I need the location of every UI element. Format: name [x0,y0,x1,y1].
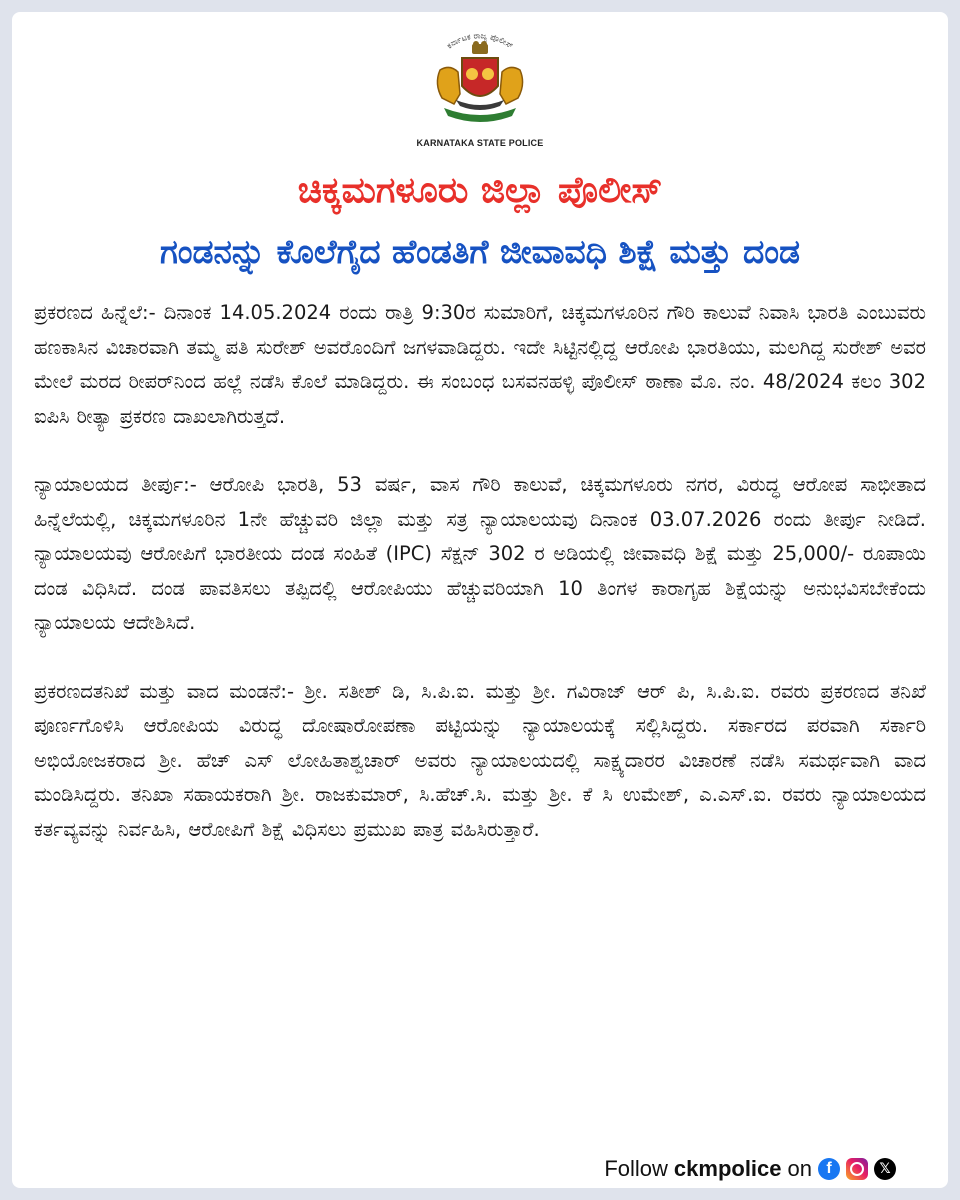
emblem-icon [420,24,540,136]
follow-prefix: Follow [604,1156,668,1181]
district-police-title: ಚಿಕ್ಕಮಗಳೂರು ಜಿಲ್ಲಾ ಪೊಲೀಸ್ [297,170,663,211]
paragraph-court-verdict: ನ್ಯಾಯಾಲಯದ ತೀರ್ಪು:- ಆರೋಪಿ ಭಾರತಿ, 53 ವರ್ಷ, ವಾಸ ಗೌರಿ ಕಾಲುವೆ, ಚಿಕ್ಕಮಗಳೂರು ನಗರ, ವಿರುದ್ಧ ಆರೋಪ ಸಾಭೀತಾದ ಹಿನ್ನೆಲೆಯಲ್ಲಿ, ಚಿಕ್ಕಮಗಳೂರಿನ 1ನೇ ಹೆಚ್ಚುವರಿ ಜಿಲ್ಲಾ ಮತ್ತು ಸತ್ರ ನ್ಯಾಯಾಲಯವು ದಿನಾಂಕ 03.07.2026 ರಂದು ತೀರ್ಪು ನೀಡಿದೆ. ನ್ಯಾಯಾಲಯವು ಆರೋಪಿಗೆ ಭಾರತೀಯ ದಂಡ ಸಂಹಿತೆ (IPC) ಸೆಕ್ಷನ್ 302 ರ ಅಡಿಯಲ್ಲಿ ಜೀವಾವಧಿ ಶಿಕ್ಷೆ ಮತ್ತು 25,000/- ರೂಪಾಯಿ ದಂಡ ವಿಧಿಸಿದೆ. ದಂಡ ಪಾವತಿಸಲು ತಪ್ಪಿದಲ್ಲಿ ಆರೋಪಿಯು ಹೆಚ್ಚುವರಿಯಾಗಿ 10 ತಿಂಗಳ ಕಾರಾಗೃಹ ಶಿಕ್ಷೆಯನ್ನು ಅನುಭವಿಸಬೇಕೆಂದು ನ್ಯಾಯಾಲಯ ಆದೇಶಿಸಿದೆ. [34,473,926,634]
emblem-caption: KARNATAKA STATE POLICE [416,138,544,148]
emblem-top-text: ಕರ್ನಾಟಕ ರಾಜ್ಯ ಪೊಲೀಸ್ [445,31,515,51]
paragraph-case-background: ಪ್ರಕರಣದ ಹಿನ್ನೆಲೆ:- ದಿನಾಂಕ 14.05.2024 ರಂದು ರಾತ್ರಿ 9:30ರ ಸುಮಾರಿಗೆ, ಚಿಕ್ಕಮಗಳೂರಿನ ಗೌರಿ ಕಾಲುವೆ ನಿವಾಸಿ ಭಾರತಿ ಎಂಬುವರು ಹಣಕಾಸಿನ ವಿಚಾರವಾಗಿ ತಮ್ಮ ಪತಿ ಸುರೇಶ್ ಅವರೊಂದಿಗೆ ಜಗಳವಾಡಿದ್ದರು. ಇದೇ ಸಿಟ್ಟಿನಲ್ಲಿದ್ದ ಆರೋಪಿ ಭಾರತಿಯು, ಮಲಗಿದ್ದ ಸುರೇಶ್ ಅವರ ಮೇಲೆ ಮರದ ರೀಪರ್‌ನಿಂದ ಹಲ್ಲೆ ನಡೆಸಿ ಕೊಲೆ ಮಾಡಿದ್ದರು. ಈ ಸಂಬಂಧ ಬಸವನಹಳ್ಳಿ ಪೊಲೀಸ್ ಠಾಣಾ ಮೊ. ನಂ. 48/2024 ಕಲಂ 302 ಐಪಿಸಿ ರೀತ್ಯಾ ಪ್ರಕರಣ ದಾಖಲಾಗಿರುತ್ತದೆ. [34,301,926,428]
instagram-icon[interactable] [846,1158,868,1180]
press-note-card [12,12,948,1188]
facebook-icon[interactable]: f [818,1158,840,1180]
follow-suffix: on [787,1156,812,1181]
social-handle[interactable]: ckmpolice [673,1156,782,1181]
headline: ಗಂಡನನ್ನು ಕೊಲೆಗೈದ ಹೆಂಡತಿಗೆ ಜೀವಾವಧಿ ಶಿಕ್ಷೆ ಮತ್ತು ದಂಡ [160,232,800,271]
karnataka-police-emblem [410,24,550,156]
follow-footer [604,1156,896,1182]
paragraph-investigation: ಪ್ರಕರಣದತನಿಖೆ ಮತ್ತು ವಾದ ಮಂಡನೆ:- ಶ್ರೀ. ಸತೀಶ್ ಡಿ, ಸಿ.ಪಿ.ಐ. ಮತ್ತು ಶ್ರೀ. ಗವಿರಾಜ್ ಆರ್ ಪಿ, ಸಿ.ಪಿ.ಐ. ರವರು ಪ್ರಕರಣದ ತನಿಖೆ ಪೂರ್ಣಗೊಳಿಸಿ ಆರೋಪಿಯ ವಿರುದ್ಧ ದೋಷಾರೋಪಣಾ ಪಟ್ಟಿಯನ್ನು ನ್ಯಾಯಾಲಯಕ್ಕೆ ಸಲ್ಲಿಸಿದ್ದರು. ಸರ್ಕಾರದ ಪರವಾಗಿ ಸರ್ಕಾರಿ ಅಭಿಯೋಜಕರಾದ ಶ್ರೀ. ಹೆಚ್ ಎಸ್ ಲೋಹಿತಾಶ್ವಚಾರ್ ಅವರು ನ್ಯಾಯಾಲಯದಲ್ಲಿ ಸಾಕ್ಷ್ಯದಾರರ ವಿಚಾರಣೆ ನಡೆಸಿ ಸಮರ್ಥವಾಗಿ ವಾದ ಮಂಡಿಸಿದ್ದರು. ತನಿಖಾ ಸಹಾಯಕರಾಗಿ ಶ್ರೀ. ರಾಜಕುಮಾರ್, ಸಿ.ಹೆಚ್.ಸಿ. ಮತ್ತು ಶ್ರೀ. ಕೆ ಸಿ ಉಮೇಶ್, ಎ.ಎಸ್.ಐ. ರವರು ನ್ಯಾಯಾಲಯದ ಕರ್ತವ್ಯವನ್ನು ನಿರ್ವಹಿಸಿ, ಆರೋಪಿಗೆ ಶಿಕ್ಷೆ ವಿಧಿಸಲು ಪ್ರಮುಖ ಪಾತ್ರ ವಹಿಸಿರುತ್ತಾರೆ. [34,679,926,841]
x-icon[interactable]: 𝕏 [874,1158,896,1180]
article-body [34,296,926,881]
